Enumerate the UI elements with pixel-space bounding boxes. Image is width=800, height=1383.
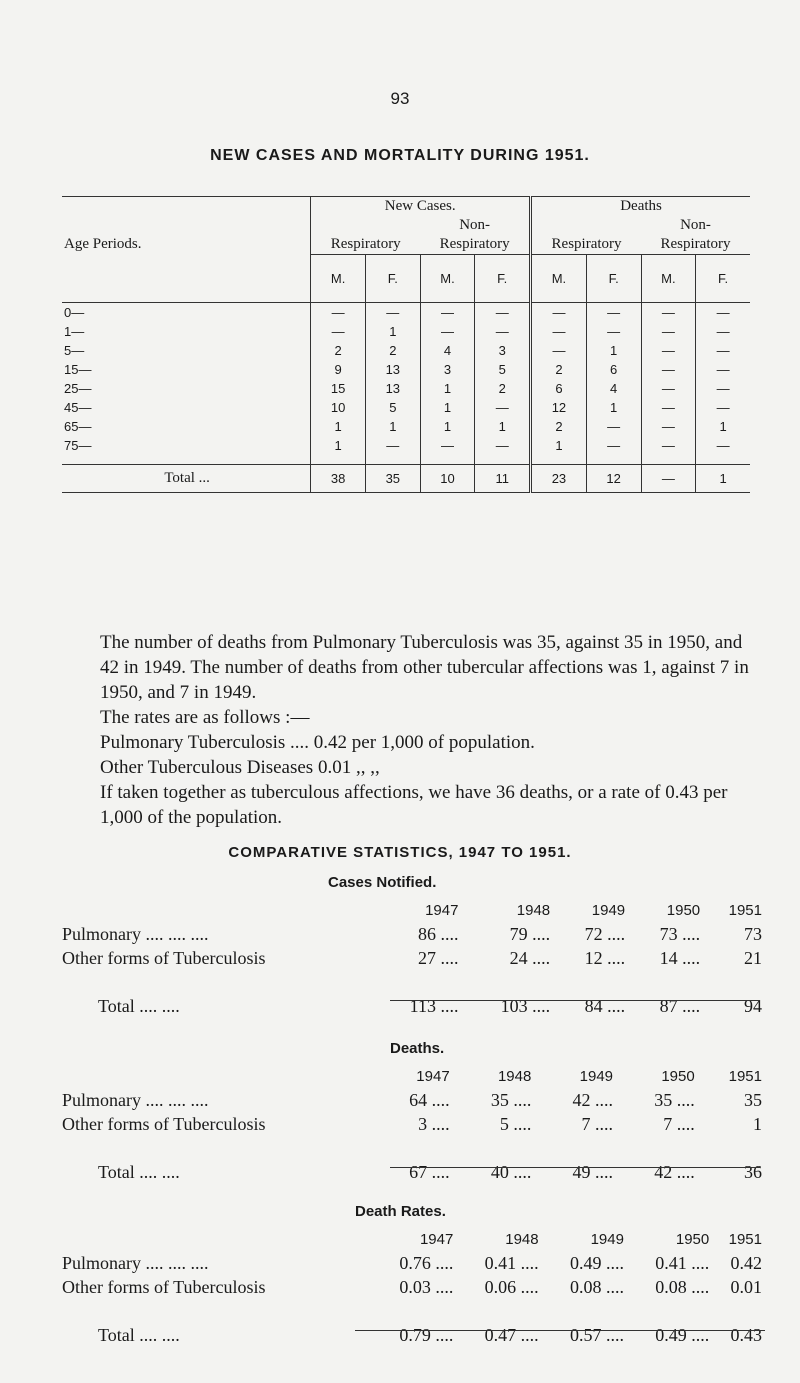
row-label: Pulmonary .... .... .... bbox=[62, 1252, 209, 1273]
table-cell: — bbox=[696, 436, 750, 455]
col-f: F. bbox=[475, 255, 531, 303]
total-label: Total ... bbox=[62, 465, 311, 493]
table-cell: 0.08 .... bbox=[655, 1276, 710, 1297]
table-cell: 1 bbox=[475, 417, 531, 436]
table-cell: — bbox=[531, 303, 587, 322]
table-cell: — bbox=[475, 398, 531, 417]
table-cell: 21 bbox=[744, 947, 762, 968]
table-cell: — bbox=[586, 303, 641, 322]
table-cell: — bbox=[696, 379, 750, 398]
table-row bbox=[62, 1251, 762, 1275]
table-cell: 13 bbox=[365, 379, 420, 398]
table-cell: — bbox=[641, 436, 696, 455]
table-cell: 2 bbox=[365, 341, 420, 360]
table-cell: — bbox=[586, 322, 641, 341]
age-period-cell: 25— bbox=[64, 380, 92, 396]
deaths-non-label: Non- bbox=[680, 217, 711, 233]
table-cell: 0.03 .... bbox=[399, 1276, 454, 1297]
total-cell: 84 .... bbox=[584, 995, 626, 1016]
year-header: 1947 bbox=[419, 1230, 454, 1248]
table-cell: 1 bbox=[531, 436, 587, 455]
table-cell: 10 bbox=[311, 398, 366, 417]
table-cell: — bbox=[641, 341, 696, 360]
age-period-cell: 75— bbox=[64, 437, 92, 453]
table-cell: 1 bbox=[311, 417, 366, 436]
col-m: M. bbox=[311, 255, 366, 303]
table-cell: — bbox=[641, 379, 696, 398]
table-cell: 14 .... bbox=[659, 947, 701, 968]
table-row bbox=[62, 322, 750, 341]
total-cell: 35 bbox=[365, 465, 420, 493]
table-cell: 64 .... bbox=[409, 1089, 450, 1110]
col-m: M. bbox=[641, 255, 696, 303]
total-cell: 38 bbox=[311, 465, 366, 493]
year-header: 1947 bbox=[416, 1067, 450, 1085]
row-label: Pulmonary .... .... .... bbox=[62, 923, 209, 944]
year-header-row bbox=[62, 898, 762, 922]
year-header: 1948 bbox=[505, 1230, 539, 1248]
table-cell: — bbox=[365, 303, 420, 322]
age-period-cell: 1— bbox=[64, 323, 85, 339]
new-cases-mortality-table bbox=[62, 196, 750, 493]
age-period-cell: 5— bbox=[64, 342, 85, 358]
total-cell: 67 .... bbox=[409, 1161, 450, 1182]
new-cases-header: New Cases. bbox=[311, 197, 531, 217]
total-label: Total .... .... bbox=[98, 995, 180, 1016]
table-cell: 1 bbox=[365, 322, 420, 341]
total-cell: 0.43 bbox=[730, 1324, 762, 1345]
table-cell: 86 .... bbox=[417, 923, 459, 944]
year-header: 1948 bbox=[497, 1067, 532, 1085]
table-cell: 6 bbox=[531, 379, 587, 398]
row-label: Other forms of Tuberculosis bbox=[62, 1113, 266, 1134]
year-header: 1949 bbox=[591, 901, 626, 919]
table-cell: 6 bbox=[586, 360, 641, 379]
table-cell: 0.42 bbox=[730, 1252, 762, 1273]
table-cell: — bbox=[475, 322, 531, 341]
col-f: F. bbox=[586, 255, 641, 303]
row-label: Other forms of Tuberculosis bbox=[62, 947, 266, 968]
table-cell: 1 bbox=[420, 379, 475, 398]
table-row bbox=[62, 398, 750, 417]
total-cell: 113 .... bbox=[409, 995, 459, 1016]
total-label: Total .... .... bbox=[98, 1324, 180, 1345]
total-row bbox=[62, 994, 762, 1018]
total-row bbox=[62, 1323, 762, 1347]
table-cell: — bbox=[475, 303, 531, 322]
table-cell: 1 bbox=[696, 417, 750, 436]
table-cell: 9 bbox=[311, 360, 366, 379]
table-cell: 7 .... bbox=[581, 1113, 614, 1134]
year-header-row bbox=[62, 1227, 762, 1251]
table-cell: — bbox=[420, 322, 475, 341]
table-cell: — bbox=[696, 360, 750, 379]
table-cell: 73 .... bbox=[659, 923, 701, 944]
table-cell: 0.41 .... bbox=[655, 1252, 710, 1273]
total-cell: 40 .... bbox=[490, 1161, 532, 1182]
table-cell: — bbox=[696, 322, 750, 341]
table-cell: 2 bbox=[311, 341, 366, 360]
col-m: M. bbox=[531, 255, 587, 303]
total-label: Total .... .... bbox=[98, 1161, 180, 1182]
table-cell: 12 .... bbox=[584, 947, 626, 968]
new-cases-respiratory: Respiratory bbox=[311, 235, 420, 255]
table-cell: 0.08 .... bbox=[569, 1276, 624, 1297]
table-cell: 3 bbox=[475, 341, 531, 360]
paragraph-deaths: The number of deaths from Pulmonary Tuberculosis was 35, against 35 in 1950, and 42 in 1949. The number of deaths from other tubercular affections was 1, against 7 in 1950, and 7 in 1949. bbox=[100, 632, 749, 703]
year-header: 1950 bbox=[661, 1067, 695, 1085]
table-cell: — bbox=[420, 303, 475, 322]
new-cases-non-respiratory: Respiratory bbox=[420, 235, 530, 255]
total-cell: 49 .... bbox=[572, 1161, 614, 1182]
table-cell: — bbox=[365, 436, 420, 455]
table-row bbox=[62, 379, 750, 398]
paragraph-combined: If taken together as tuberculous affections, we have 36 deaths, or a rate of 0.43 per 1,000 of the population. bbox=[100, 782, 728, 828]
table-cell: 24 .... bbox=[509, 947, 551, 968]
total-cell: 87 .... bbox=[659, 995, 701, 1016]
deaths-non-respiratory: Respiratory bbox=[641, 235, 750, 255]
table-cell: 42 .... bbox=[572, 1089, 614, 1110]
year-header: 1951 bbox=[728, 1230, 762, 1248]
table-cell: 1 bbox=[753, 1113, 762, 1134]
table-cell: 3 .... bbox=[418, 1113, 450, 1134]
table-cell: 2 bbox=[475, 379, 531, 398]
year-header: 1950 bbox=[666, 901, 701, 919]
total-cell: 0.57 .... bbox=[569, 1324, 624, 1345]
total-cell: — bbox=[641, 465, 696, 493]
row-label: Other forms of Tuberculosis bbox=[62, 1276, 266, 1297]
table-cell: 3 bbox=[420, 360, 475, 379]
cases-heading: Cases Notified. bbox=[328, 874, 437, 891]
table-cell: — bbox=[586, 417, 641, 436]
table-row bbox=[62, 341, 750, 360]
table-cell: 5 bbox=[475, 360, 531, 379]
paragraph-pulmonary-rate: Pulmonary Tuberculosis .... 0.42 per 1,000 of population. bbox=[100, 732, 535, 753]
tb-summary-text bbox=[100, 630, 760, 830]
year-header: 1949 bbox=[579, 1067, 614, 1085]
total-cell: 103 .... bbox=[500, 995, 551, 1016]
table-cell: 0.06 .... bbox=[484, 1276, 539, 1297]
total-row bbox=[62, 1160, 762, 1184]
table-cell: — bbox=[420, 436, 475, 455]
table-cell: 35 .... bbox=[654, 1089, 695, 1110]
table-row bbox=[62, 360, 750, 379]
col-f: F. bbox=[696, 255, 750, 303]
col-m: M. bbox=[420, 255, 475, 303]
rates-table bbox=[62, 1227, 762, 1347]
year-header: 1949 bbox=[590, 1230, 624, 1248]
year-header-row bbox=[62, 1064, 762, 1088]
total-cell: 12 bbox=[586, 465, 641, 493]
table-cell: 1 bbox=[311, 436, 366, 455]
table-cell: 13 bbox=[365, 360, 420, 379]
rates-heading: Death Rates. bbox=[355, 1203, 446, 1220]
table-cell: — bbox=[696, 303, 750, 322]
age-periods-header: Age Periods. bbox=[62, 197, 311, 255]
total-cell: 11 bbox=[475, 465, 531, 493]
table-row bbox=[62, 1112, 762, 1136]
table-cell: 0.01 bbox=[730, 1276, 762, 1297]
table-cell: — bbox=[696, 398, 750, 417]
age-period-cell: 45— bbox=[64, 399, 92, 415]
table-cell: 0.76 .... bbox=[399, 1252, 454, 1273]
year-header: 1948 bbox=[516, 901, 551, 919]
table-cell: 35 .... bbox=[490, 1089, 532, 1110]
table-cell: 12 bbox=[531, 398, 587, 417]
year-header: 1951 bbox=[728, 901, 762, 919]
paragraph-other-rate: Other Tuberculous Diseases 0.01 ,, ,, bbox=[100, 757, 380, 778]
year-header: 1950 bbox=[675, 1230, 710, 1248]
table-cell: 1 bbox=[365, 417, 420, 436]
comparative-title: COMPARATIVE STATISTICS, 1947 TO 1951. bbox=[228, 844, 572, 861]
table-cell: 5 .... bbox=[499, 1113, 532, 1134]
table-row bbox=[62, 1088, 762, 1112]
table-row bbox=[62, 922, 762, 946]
table-cell: — bbox=[311, 322, 366, 341]
total-cell: 1 bbox=[696, 465, 750, 493]
table-cell: 5 bbox=[365, 398, 420, 417]
age-period-cell: 65— bbox=[64, 418, 92, 434]
page-title: NEW CASES AND MORTALITY DURING 1951. bbox=[210, 147, 590, 164]
table-cell: 0.41 .... bbox=[484, 1252, 539, 1273]
table-cell: 15 bbox=[311, 379, 366, 398]
table-row bbox=[62, 303, 750, 322]
year-header: 1951 bbox=[728, 1067, 762, 1085]
deaths-respiratory: Respiratory bbox=[531, 235, 641, 255]
table-cell: — bbox=[641, 398, 696, 417]
age-period-cell: 0— bbox=[64, 304, 85, 320]
table-cell: 35 bbox=[744, 1089, 762, 1110]
deaths-header: Deaths bbox=[531, 197, 750, 217]
age-period-cell: 15— bbox=[64, 361, 92, 377]
deaths-table bbox=[62, 1064, 762, 1184]
table-cell: — bbox=[311, 303, 366, 322]
table-cell: 79 .... bbox=[509, 923, 551, 944]
total-cell: 10 bbox=[420, 465, 475, 493]
table-row bbox=[62, 436, 750, 455]
table-cell: — bbox=[586, 436, 641, 455]
table-cell: 27 .... bbox=[417, 947, 459, 968]
table-cell: 1 bbox=[586, 341, 641, 360]
table-cell: — bbox=[531, 322, 587, 341]
table-cell: — bbox=[641, 322, 696, 341]
total-cell: 36 bbox=[744, 1161, 762, 1182]
new-cases-non-label: Non- bbox=[459, 217, 491, 233]
paragraph-rates-intro: The rates are as follows :— bbox=[100, 707, 310, 728]
row-label: Pulmonary .... .... .... bbox=[62, 1089, 209, 1110]
table-cell: 2 bbox=[531, 360, 587, 379]
table-cell: 0.49 .... bbox=[569, 1252, 624, 1273]
total-cell: 94 bbox=[744, 995, 762, 1016]
total-cell: 0.49 .... bbox=[655, 1324, 710, 1345]
table-cell: — bbox=[475, 436, 531, 455]
table-cell: 73 bbox=[744, 923, 762, 944]
total-cell: 0.47 .... bbox=[484, 1324, 539, 1345]
total-cell: 0.79 .... bbox=[399, 1324, 454, 1345]
table-row bbox=[62, 946, 762, 970]
table-cell: — bbox=[641, 360, 696, 379]
table-cell: — bbox=[641, 417, 696, 436]
table-cell: 2 bbox=[531, 417, 587, 436]
table-cell: 72 .... bbox=[584, 923, 626, 944]
table-cell: 7 .... bbox=[663, 1113, 695, 1134]
year-header: 1947 bbox=[425, 901, 459, 919]
table-cell: — bbox=[696, 341, 750, 360]
table-cell: 1 bbox=[420, 417, 475, 436]
col-f: F. bbox=[365, 255, 420, 303]
table-cell: 1 bbox=[420, 398, 475, 417]
table-cell: — bbox=[641, 303, 696, 322]
table-cell: 1 bbox=[586, 398, 641, 417]
table-row bbox=[62, 1275, 762, 1299]
table-row bbox=[62, 417, 750, 436]
page-number: 93 bbox=[390, 89, 410, 108]
table-cell: 4 bbox=[586, 379, 641, 398]
deaths-heading: Deaths. bbox=[390, 1040, 445, 1057]
table-cell: — bbox=[531, 341, 587, 360]
total-cell: 23 bbox=[531, 465, 587, 493]
total-cell: 42 .... bbox=[654, 1161, 695, 1182]
table-cell: 4 bbox=[420, 341, 475, 360]
